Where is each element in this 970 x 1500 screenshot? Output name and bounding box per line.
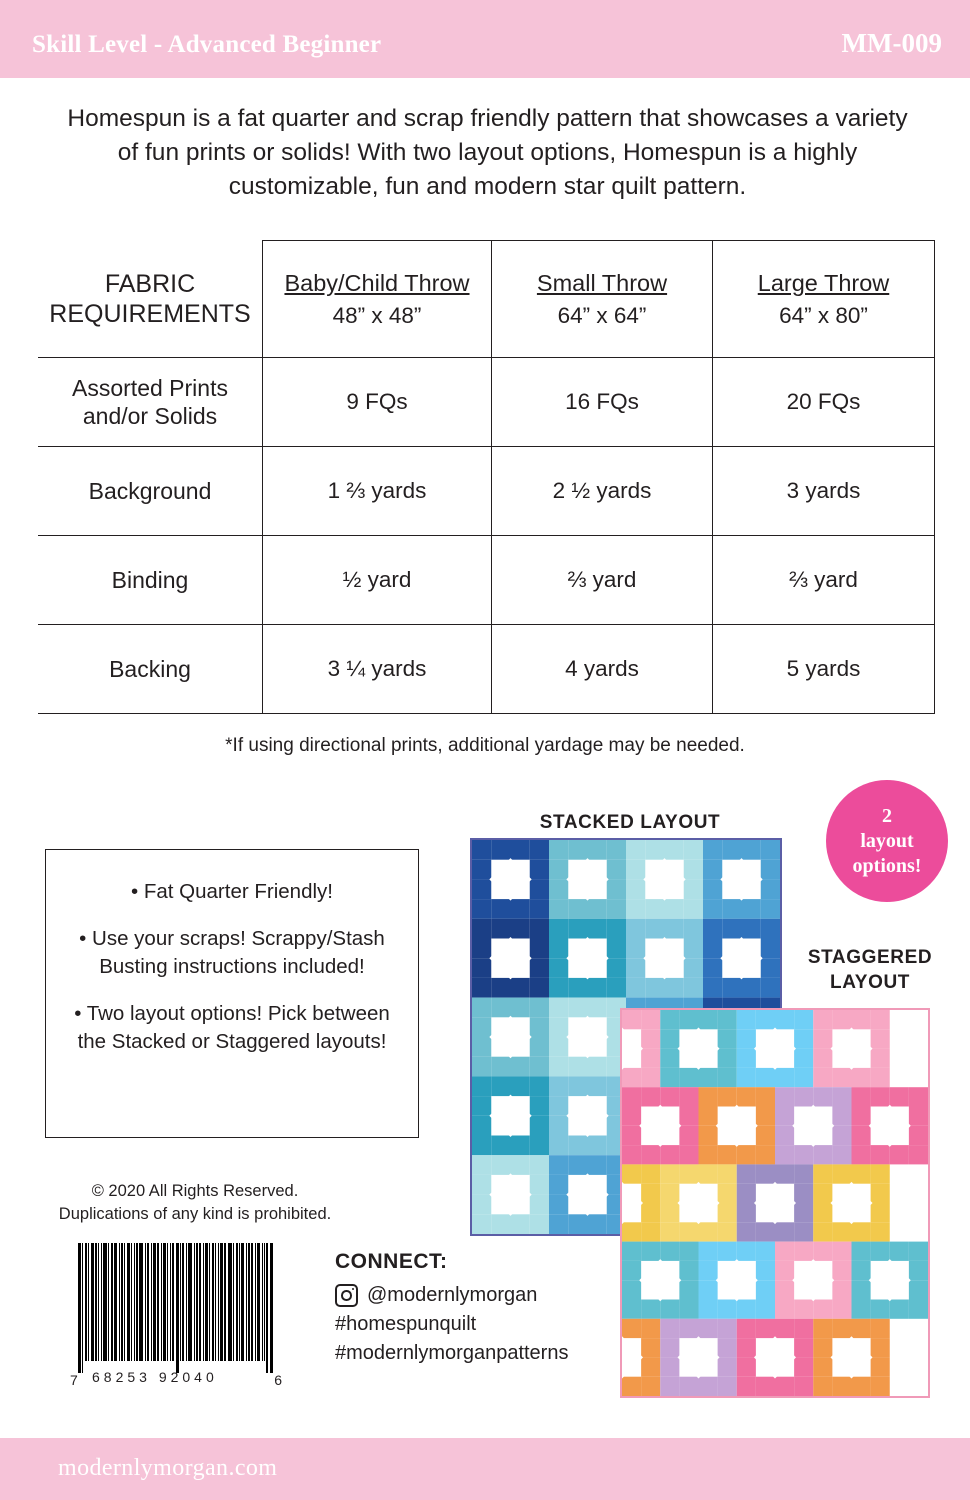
cell-background-baby: 1 ⅔ yards bbox=[263, 447, 492, 536]
cell-background-large: 3 yards bbox=[713, 447, 935, 536]
header-bar bbox=[0, 0, 970, 78]
cell-binding-large: ⅔ yard bbox=[713, 536, 935, 625]
copyright-block bbox=[45, 1180, 345, 1226]
table-header-row bbox=[38, 241, 935, 358]
instagram-icon bbox=[335, 1284, 358, 1307]
barcode-right-digit: 6 bbox=[274, 1372, 282, 1388]
feature-item: • Fat Quarter Friendly! bbox=[131, 880, 333, 903]
table-row bbox=[38, 358, 935, 447]
corner-label-line2: REQUIREMENTS bbox=[49, 299, 251, 328]
barcode-bars bbox=[78, 1243, 274, 1371]
cell-binding-small: ⅔ yard bbox=[492, 536, 713, 625]
barcode-middle-digits: 68253 92040 bbox=[92, 1369, 218, 1385]
table-row bbox=[38, 536, 935, 625]
column-header-baby-child-throw bbox=[263, 241, 492, 358]
column-dims: 64” x 80” bbox=[779, 302, 868, 328]
row-label-background: Background bbox=[38, 447, 263, 536]
intro-paragraph: Homespun is a fat quarter and scrap friendly pattern that showcases a variety of fun prints or solids! With two layout options, Homespun is a highly customizable, fun and modern star quilt pattern. bbox=[67, 105, 908, 200]
pattern-code: MM-009 bbox=[841, 28, 942, 58]
connect-block bbox=[335, 1250, 625, 1368]
corner-label-line1: FABRIC bbox=[104, 269, 196, 298]
stacked-layout-label: STACKED LAYOUT bbox=[539, 812, 721, 833]
table-row bbox=[38, 625, 935, 714]
copyright-line2: Duplications of any kind is prohibited. bbox=[58, 1205, 332, 1223]
hashtag-modernlymorganpatterns: #modernlymorganpatterns bbox=[335, 1342, 569, 1364]
hashtag-homespunquilt: #homespunquilt bbox=[335, 1313, 477, 1335]
row-label-line1: Assorted Prints bbox=[72, 375, 228, 401]
fabric-requirements-table bbox=[38, 240, 935, 714]
cell-binding-baby: ½ yard bbox=[263, 536, 492, 625]
features-box bbox=[45, 849, 419, 1138]
column-title: Large Throw bbox=[757, 269, 890, 296]
staggered-label-line2: LAYOUT bbox=[830, 972, 910, 993]
badge-line1: 2 bbox=[882, 804, 892, 827]
column-title: Small Throw bbox=[536, 269, 668, 296]
barcode bbox=[70, 1243, 282, 1393]
staggered-label-line1: STAGGERED bbox=[807, 947, 933, 968]
column-header-large-throw bbox=[713, 241, 935, 358]
cell-assorted-baby: 9 FQs bbox=[263, 358, 492, 447]
cell-backing-baby: 3 ¼ yards bbox=[263, 625, 492, 714]
column-dims: 64” x 64” bbox=[557, 302, 647, 328]
feature-item: • Two layout options! Pick between the Stacked or Staggered layouts! bbox=[74, 1002, 390, 1053]
staggered-layout-image bbox=[620, 1008, 930, 1398]
cell-backing-small: 4 yards bbox=[492, 625, 713, 714]
skill-level-text: Skill Level - Advanced Beginner bbox=[32, 31, 382, 58]
staggered-quilt-svg bbox=[622, 1010, 928, 1396]
website-url: modernlymorgan.com bbox=[58, 1455, 278, 1481]
column-title: Baby/Child Throw bbox=[284, 269, 470, 296]
barcode-left-digit: 7 bbox=[70, 1372, 78, 1388]
badge-line2: layout bbox=[860, 829, 914, 852]
cell-assorted-large: 20 FQs bbox=[713, 358, 935, 447]
cell-assorted-small: 16 FQs bbox=[492, 358, 713, 447]
badge-line3: options! bbox=[852, 854, 922, 877]
column-header-small-throw bbox=[492, 241, 713, 358]
connect-title: CONNECT: bbox=[335, 1250, 448, 1273]
cell-background-small: 2 ½ yards bbox=[492, 447, 713, 536]
table-corner-label bbox=[38, 241, 263, 358]
column-dims: 48” x 48” bbox=[332, 302, 422, 328]
row-label-assorted-prints bbox=[38, 358, 263, 447]
layout-options-badge bbox=[826, 780, 948, 902]
staggered-layout-label bbox=[790, 945, 950, 995]
table-row bbox=[38, 447, 935, 536]
row-label-binding: Binding bbox=[38, 536, 263, 625]
instagram-handle: @modernlymorgan bbox=[367, 1284, 538, 1306]
footer-bar bbox=[0, 1438, 970, 1500]
feature-item: • Use your scraps! Scrappy/Stash Busting instructions included! bbox=[79, 927, 385, 978]
row-label-backing: Backing bbox=[38, 625, 263, 714]
copyright-line1: © 2020 All Rights Reserved. bbox=[91, 1182, 299, 1200]
instagram-handle-row[interactable] bbox=[335, 1281, 625, 1310]
table-footnote: *If using directional prints, additional yardage may be needed. bbox=[225, 735, 745, 756]
row-label-line2: and/or Solids bbox=[82, 403, 218, 429]
cell-backing-large: 5 yards bbox=[713, 625, 935, 714]
